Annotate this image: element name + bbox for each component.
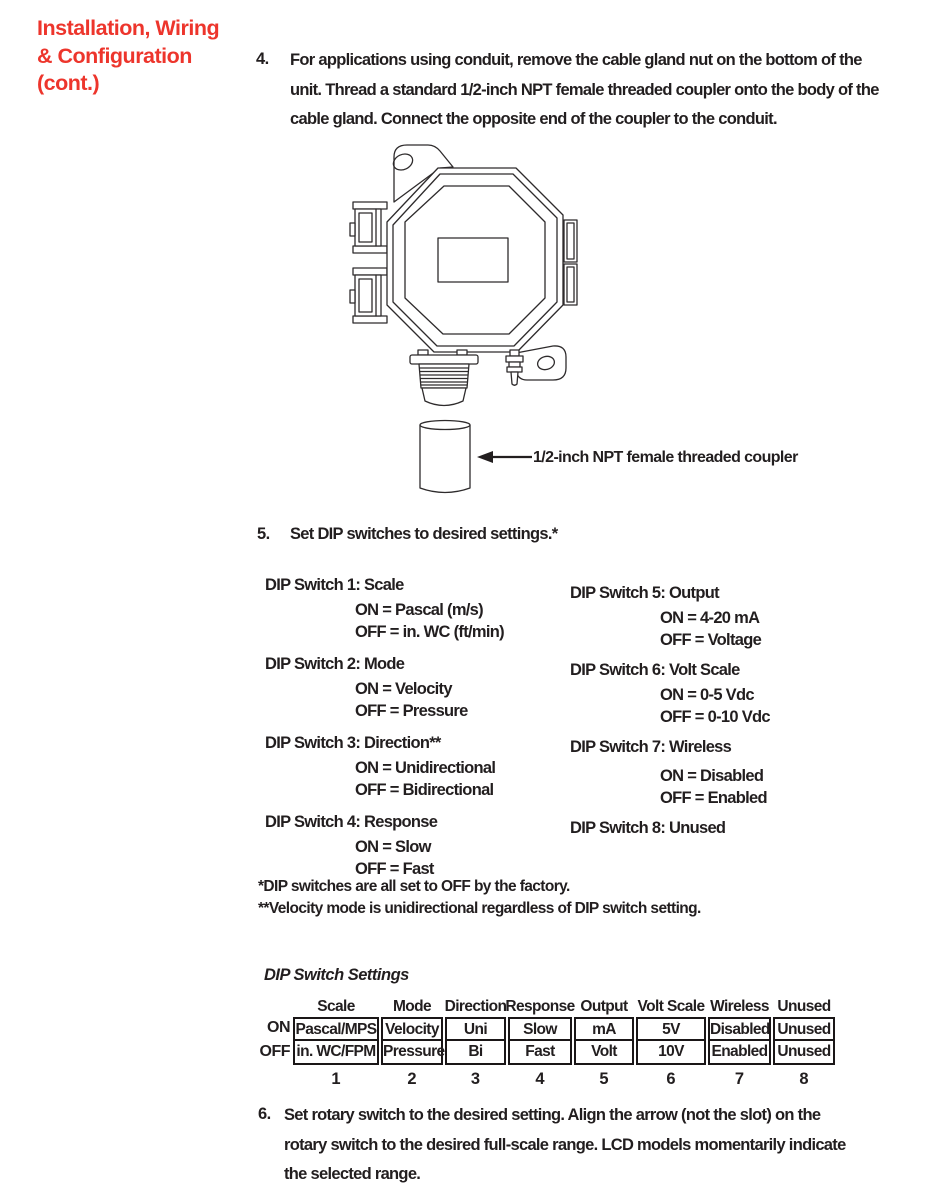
cell-on: Disabled [710, 1019, 769, 1041]
dip-off-setting: OFF = 0-10 Vdc [660, 708, 770, 726]
column-header: Volt Scale [637, 998, 705, 1015]
row-label-on: ON [267, 1019, 290, 1036]
table-column-direction [445, 997, 506, 1089]
column-header: Direction [444, 998, 507, 1015]
dip-switch-label: DIP Switch 3: Direction** [265, 734, 441, 752]
enclosure-outline [387, 168, 563, 352]
dip-switch-label: DIP Switch 5: Output [570, 584, 719, 602]
step-4-line: unit. Thread a standard 1/2-inch NPT female threaded coupler onto the body of the [290, 80, 879, 99]
dip-switch-3 [265, 729, 575, 801]
dip-on-setting: ON = Slow [355, 838, 431, 856]
switch-number: 8 [799, 1070, 809, 1088]
cable-gland [410, 350, 478, 406]
dip-switch-4 [265, 808, 575, 880]
dip-off-setting: OFF = Pressure [355, 702, 468, 720]
switch-number: 7 [734, 1070, 745, 1088]
column-header: Scale [317, 998, 355, 1015]
switch-number: 6 [666, 1070, 676, 1088]
table-column-response [505, 997, 575, 1089]
cell-off: 10V [658, 1043, 684, 1060]
step-6-line: Set rotary switch to the desired setting. Align the arrow (not the slot) on the [284, 1106, 821, 1124]
column-header: Mode [392, 998, 432, 1015]
dip-switch-2 [265, 650, 575, 722]
table-column-mode [381, 997, 443, 1089]
heading-line: Installation, Wiring [37, 16, 220, 40]
footnotes [258, 876, 701, 920]
column-header: Unused [777, 998, 831, 1015]
dip-switch-6 [570, 656, 880, 728]
dip-off-setting: OFF = Fast [355, 860, 434, 878]
cell-on: Slow [510, 1019, 570, 1041]
left-clip-upper [350, 202, 387, 253]
column-header: Response [505, 998, 575, 1015]
heading-line: & Configuration [37, 43, 192, 68]
heading-line: (cont.) [37, 71, 100, 95]
switch-number: 5 [599, 1070, 609, 1088]
table-column-output [574, 997, 634, 1089]
dip-settings-table [293, 997, 835, 1089]
dip-on-setting: ON = Unidirectional [355, 759, 496, 777]
dip-on-setting: ON = 0-5 Vdc [660, 686, 754, 704]
dip-off-setting: OFF = Voltage [660, 631, 762, 649]
dip-switch-label: DIP Switch 6: Volt Scale [570, 661, 740, 679]
switch-number: 1 [331, 1070, 341, 1088]
step-6-line: rotary switch to the desired full-scale range. LCD models momentarily indicate [284, 1135, 846, 1154]
cell-off: Unused [777, 1043, 831, 1060]
dip-switch-label: DIP Switch 4: Response [265, 813, 438, 831]
dip-on-setting: ON = Velocity [355, 680, 452, 698]
page-heading [37, 15, 219, 98]
cell-off: Volt [591, 1043, 617, 1060]
cell-off: Enabled [711, 1043, 768, 1060]
dip-off-setting: OFF = Bidirectional [355, 781, 494, 799]
cell-on: Uni [447, 1019, 504, 1041]
dip-switch-label: DIP Switch 8: Unused [570, 819, 726, 837]
dip-switch-label: DIP Switch 7: Wireless [570, 738, 732, 756]
dip-switch-label: DIP Switch 1: Scale [265, 576, 404, 594]
dip-switch-1 [265, 571, 575, 643]
switch-number: 4 [535, 1070, 545, 1088]
step-4-number: 4. [256, 50, 269, 68]
step-6-line: the selected range. [284, 1165, 421, 1183]
table-column-unused [773, 997, 835, 1089]
dip-off-setting: OFF = in. WC (ft/min) [355, 623, 504, 641]
coupler-caption: 1/2-inch NPT female threaded coupler [533, 449, 798, 466]
cell-on: Pascal/MPS [295, 1019, 377, 1041]
dip-switch-list-right [570, 579, 880, 847]
step-6-number: 6. [258, 1105, 271, 1123]
step-4-line: cable gland. Connect the opposite end of the coupler to the conduit. [290, 110, 777, 128]
step-5-text: Set DIP switches to desired settings.* [290, 525, 558, 543]
dip-switch-list-left [265, 571, 575, 887]
dip-switch-8 [570, 814, 880, 842]
gland-nut [422, 388, 466, 406]
dip-on-setting: ON = Pascal (m/s) [355, 601, 483, 619]
left-clip-lower [350, 268, 387, 323]
cell-off: Bi [468, 1043, 483, 1060]
dip-switch-label: DIP Switch 2: Mode [265, 655, 405, 673]
row-label-off: OFF [259, 1043, 290, 1060]
dip-on-setting: ON = Disabled [660, 767, 764, 785]
step-5-number: 5. [257, 525, 270, 543]
cell-off: Fast [525, 1043, 555, 1060]
table-column-scale [293, 997, 379, 1089]
switch-number: 3 [470, 1070, 481, 1088]
switch-number: 2 [407, 1070, 417, 1088]
coupler-cylinder [420, 421, 470, 493]
table-title: DIP Switch Settings [264, 966, 409, 984]
footnote-1: *DIP switches are all set to OFF by the factory. [258, 878, 570, 895]
cell-off: Pressure [383, 1043, 445, 1060]
cell-on: Unused [775, 1019, 833, 1041]
cell-on: Velocity [383, 1019, 441, 1041]
dip-switch-5 [570, 579, 880, 651]
mounting-ear-bottom [516, 346, 566, 380]
step-6-text [284, 1101, 846, 1190]
column-header: Wireless [710, 998, 769, 1015]
right-rail [564, 220, 577, 305]
cell-on: 5V [638, 1019, 704, 1041]
footnote-2: **Velocity mode is unidirectional regardless of DIP switch setting. [258, 900, 701, 917]
cell-off: in. WC/FPM [296, 1043, 376, 1060]
dip-switch-7 [570, 733, 880, 809]
column-header: Output [580, 998, 628, 1015]
step-4-line: For applications using conduit, remove the cable gland nut on the bottom of the [290, 51, 862, 69]
table-column-wireless [708, 997, 771, 1089]
pointer-arrow-icon [477, 451, 532, 463]
step-4-text [290, 46, 879, 135]
dip-off-setting: OFF = Enabled [660, 789, 767, 807]
dip-on-setting: ON = 4-20 mA [660, 609, 760, 627]
table-column-volt-scale [636, 997, 706, 1089]
cell-on: mA [576, 1019, 632, 1041]
